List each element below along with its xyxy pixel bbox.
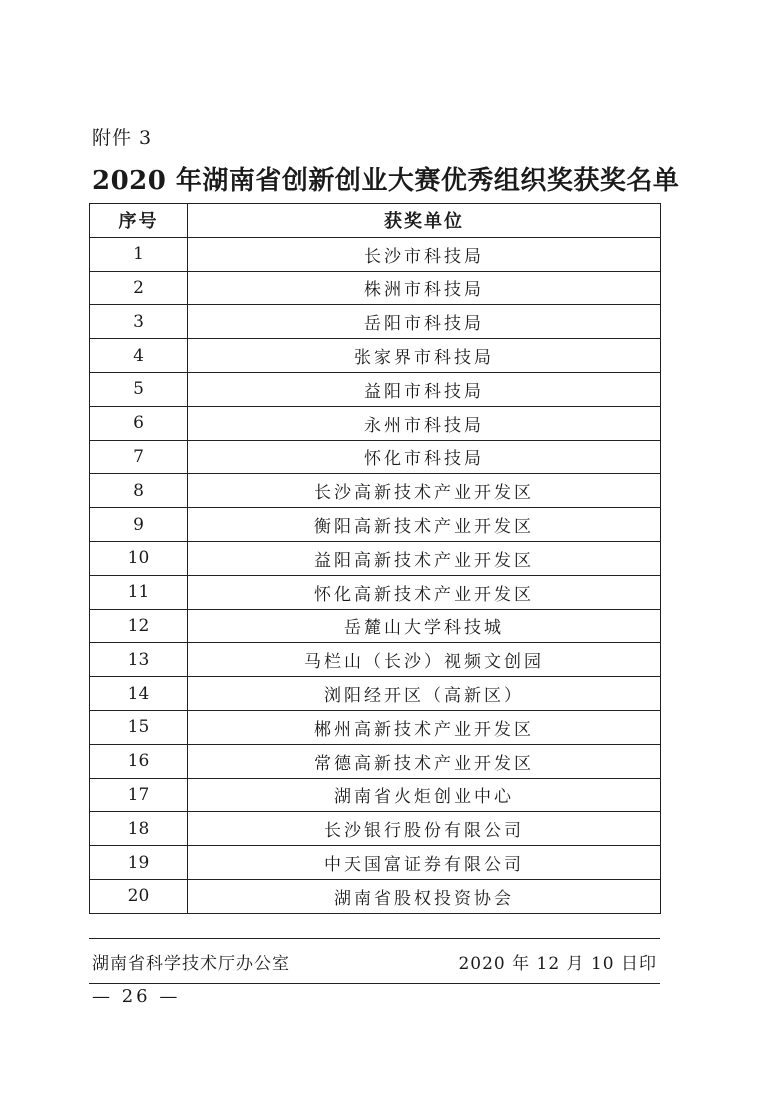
- table-row: [90, 677, 661, 711]
- table-row: [90, 271, 661, 305]
- award-unit-cell: 益阳高新技术产业开发区: [188, 541, 661, 575]
- table-row: [90, 778, 661, 812]
- serial-number-cell: 14: [90, 677, 188, 711]
- award-unit-cell: 马栏山（长沙）视频文创园: [188, 643, 661, 677]
- award-unit-cell: 湖南省火炬创业中心: [188, 778, 661, 812]
- table-body: [90, 237, 661, 913]
- serial-number-cell: 8: [90, 474, 188, 508]
- serial-number-cell: 6: [90, 406, 188, 440]
- serial-number-cell: 10: [90, 541, 188, 575]
- awards-table: [89, 203, 661, 914]
- table-row: [90, 879, 661, 913]
- table-row: [90, 575, 661, 609]
- award-unit-cell: 益阳市科技局: [188, 372, 661, 406]
- award-unit-cell: 岳阳市科技局: [188, 305, 661, 339]
- award-unit-cell: 岳麓山大学科技城: [188, 609, 661, 643]
- table-row: [90, 812, 661, 846]
- award-unit-cell: 湖南省股权投资协会: [188, 879, 661, 913]
- table-row: [90, 406, 661, 440]
- table-row: [90, 541, 661, 575]
- serial-number-cell: 13: [90, 643, 188, 677]
- attachment-label: 附件 3: [92, 127, 153, 149]
- header-serial-number: 序号: [90, 204, 188, 238]
- table-row: [90, 440, 661, 474]
- serial-number-cell: 3: [90, 305, 188, 339]
- document-footer: [89, 938, 660, 984]
- table-row: [90, 305, 661, 339]
- table-header-row: [90, 204, 661, 238]
- award-unit-cell: 怀化高新技术产业开发区: [188, 575, 661, 609]
- award-unit-cell: 株洲市科技局: [188, 271, 661, 305]
- serial-number-cell: 7: [90, 440, 188, 474]
- award-unit-cell: 怀化市科技局: [188, 440, 661, 474]
- issuing-office: 湖南省科学技术厅办公室: [92, 953, 290, 974]
- serial-number-cell: 4: [90, 339, 188, 373]
- award-unit-cell: 衡阳高新技术产业开发区: [188, 508, 661, 542]
- table-row: [90, 846, 661, 880]
- award-unit-cell: 长沙市科技局: [188, 237, 661, 271]
- header-award-unit: 获奖单位: [188, 204, 661, 238]
- award-unit-cell: 永州市科技局: [188, 406, 661, 440]
- serial-number-cell: 12: [90, 609, 188, 643]
- award-unit-cell: 张家界市科技局: [188, 339, 661, 373]
- serial-number-cell: 2: [90, 271, 188, 305]
- serial-number-cell: 18: [90, 812, 188, 846]
- print-date: 2020 年 12 月 10 日印: [458, 953, 657, 974]
- serial-number-cell: 20: [90, 879, 188, 913]
- award-unit-cell: 中天国富证券有限公司: [188, 846, 661, 880]
- serial-number-cell: 19: [90, 846, 188, 880]
- table-row: [90, 372, 661, 406]
- table-row: [90, 508, 661, 542]
- table-row: [90, 339, 661, 373]
- table-row: [90, 609, 661, 643]
- award-unit-cell: 浏阳经开区（高新区）: [188, 677, 661, 711]
- table-row: [90, 710, 661, 744]
- serial-number-cell: 16: [90, 744, 188, 778]
- serial-number-cell: 17: [90, 778, 188, 812]
- award-unit-cell: 常德高新技术产业开发区: [188, 744, 661, 778]
- award-unit-cell: 郴州高新技术产业开发区: [188, 710, 661, 744]
- document-title: 2020 年湖南省创新创业大赛优秀组织奖获奖名单: [92, 166, 680, 196]
- serial-number-cell: 1: [90, 237, 188, 271]
- serial-number-cell: 5: [90, 372, 188, 406]
- serial-number-cell: 9: [90, 508, 188, 542]
- table-row: [90, 474, 661, 508]
- page-number: — 26 —: [92, 986, 181, 1007]
- table-row: [90, 237, 661, 271]
- award-unit-cell: 长沙高新技术产业开发区: [188, 474, 661, 508]
- award-unit-cell: 长沙银行股份有限公司: [188, 812, 661, 846]
- table-row: [90, 744, 661, 778]
- table-row: [90, 643, 661, 677]
- serial-number-cell: 11: [90, 575, 188, 609]
- serial-number-cell: 15: [90, 710, 188, 744]
